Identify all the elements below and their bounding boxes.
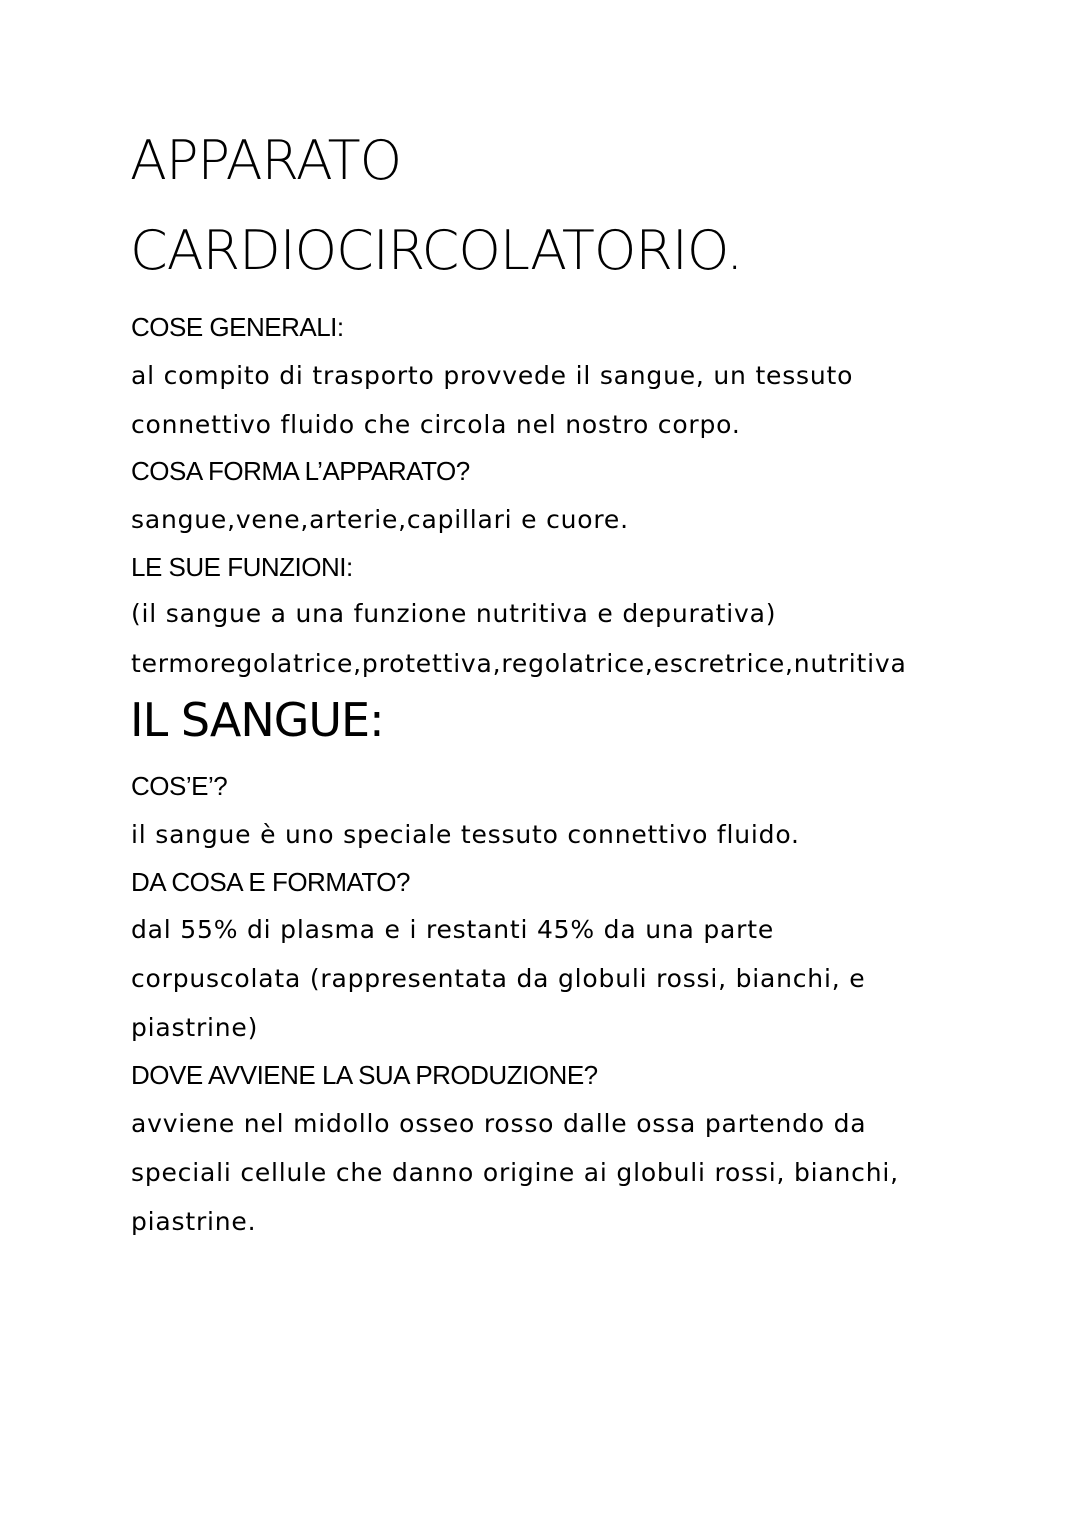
paragraph-line: avviene nel midollo osseo rosso dalle ossa partendo da — [131, 1109, 867, 1138]
paragraph-line: corpuscolata (rappresentata da globuli rossi, bianchi, e — [131, 964, 866, 993]
paragraph-line: sangue,vene,arterie,capillari e cuore. — [131, 505, 629, 534]
paragraph-line: piastrine. — [131, 1207, 257, 1236]
document-title-line-2: CARDIOCIRCOLATORIO. — [130, 219, 743, 282]
heading-cos-e: COS’E’? — [131, 771, 228, 801]
paragraph-line: (il sangue a una funzione nutritiva e depurativa) — [131, 599, 777, 628]
heading-funzioni: LE SUE FUNZIONI: — [131, 552, 353, 582]
paragraph-line: al compito di trasporto provvede il sangue, un tessuto — [131, 361, 854, 390]
heading-dove-avviene: DOVE AVVIENE LA SUA PRODUZIONE? — [131, 1060, 598, 1090]
document-title-line-1: APPARATO — [130, 129, 402, 192]
paragraph-line: il sangue è uno speciale tessuto connettivo fluido. — [131, 820, 800, 849]
heading-da-cosa: DA COSA E FORMATO? — [131, 867, 410, 897]
paragraph-line: connettivo fluido che circola nel nostro corpo. — [131, 410, 741, 439]
section-title-sangue: IL SANGUE: — [130, 693, 384, 747]
paragraph-line: dal 55% di plasma e i restanti 45% da una parte — [131, 915, 775, 944]
heading-cose-generali: COSE GENERALI: — [131, 312, 344, 342]
heading-cosa-forma: COSA FORMA L’APPARATO? — [131, 456, 470, 486]
paragraph-line: speciali cellule che danno origine ai globuli rossi, bianchi, — [131, 1158, 899, 1187]
paragraph-line: termoregolatrice,protettiva,regolatrice,escretrice,nutritiva — [131, 649, 907, 678]
paragraph-line: piastrine) — [131, 1013, 259, 1042]
